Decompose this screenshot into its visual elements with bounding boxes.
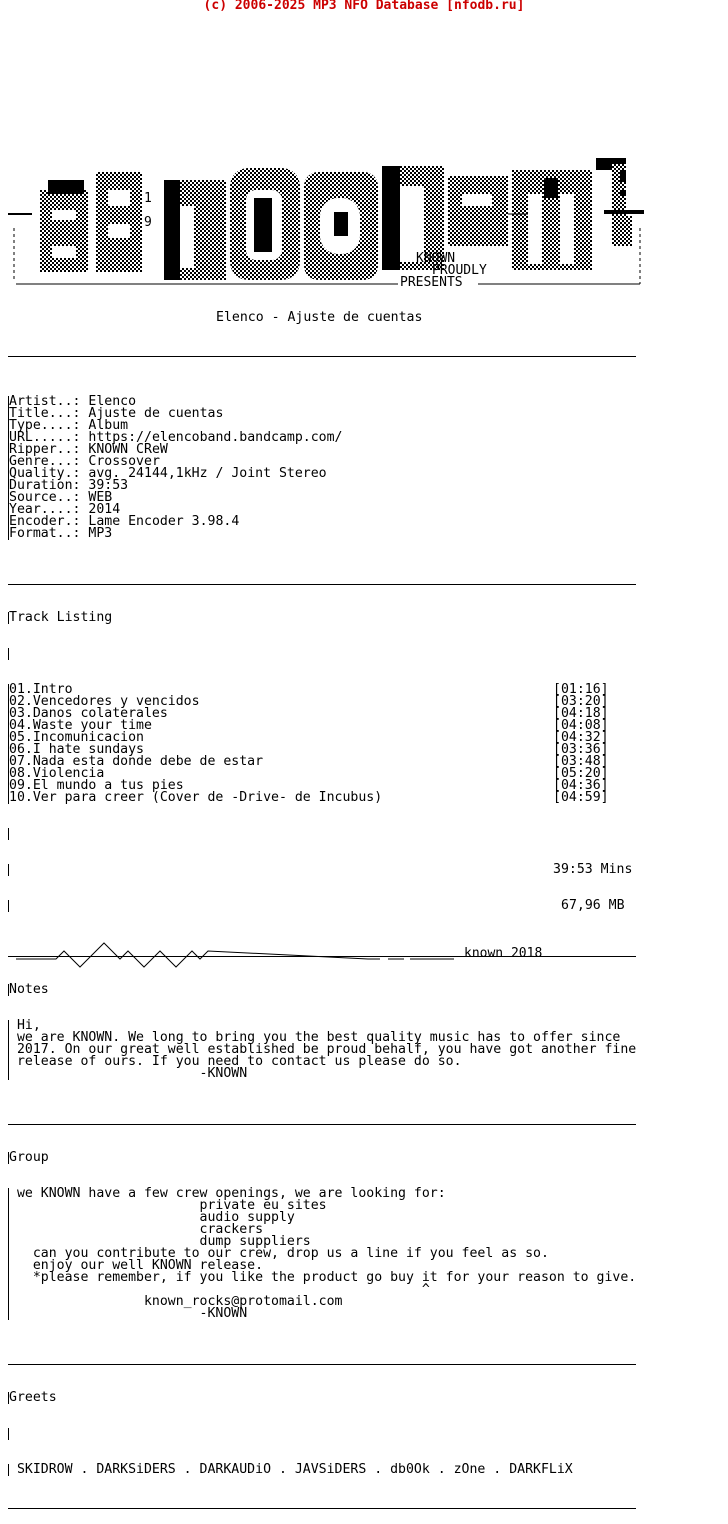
track-name: 10.Ver para creer (Cover de -Drive- de Incubus)	[9, 790, 383, 805]
info-key: Quality.:	[9, 466, 81, 481]
info-value: KNOWN CReW	[88, 442, 168, 457]
greets-heading: Greets	[8, 1392, 636, 1404]
group-heading: Group	[8, 1152, 636, 1164]
track-duration: [01:16]	[553, 682, 609, 697]
greets-list: SKIDROW . DARKSiDERS . DARKAUDiO . JAVSiDERS . db0Ok . zOne . DARKFLiX	[8, 1464, 636, 1476]
track-duration: [04:32]	[553, 730, 609, 745]
divider	[8, 1500, 636, 1512]
logo-letter-k	[96, 172, 142, 272]
track-duration: [05:20]	[553, 766, 609, 781]
info-key: Title...:	[9, 406, 81, 421]
notes-heading: Notes	[8, 984, 636, 996]
logo-word-proudly: PROUDLY	[432, 263, 487, 278]
logo-letter-w	[304, 172, 378, 280]
track-list	[8, 684, 636, 804]
nfo-body	[8, 288, 636, 1524]
notes-line: we are KNOWN. We long to bring you the best quality music has to offer since	[9, 1030, 621, 1045]
group-line: dump suppliers	[9, 1234, 311, 1249]
group-line: we KNOWN have a few crew openings, we are looking for:	[9, 1186, 446, 1201]
group-line: crackers	[9, 1222, 264, 1237]
group-line: audio supply	[9, 1210, 295, 1225]
divider	[8, 576, 636, 588]
info-key: URL.....:	[9, 430, 81, 445]
info-row	[9, 528, 636, 540]
notes-line: release of ours. If you need to contact us please do so.	[9, 1054, 462, 1069]
tracklist-heading: Track Listing	[8, 612, 636, 624]
info-value: https://elencoband.bandcamp.com/	[88, 430, 343, 445]
logo-digit-9: 9	[144, 215, 152, 230]
info-value: Ajuste de cuentas	[88, 406, 224, 421]
track-duration: [04:59]	[553, 790, 609, 805]
info-key: Format..:	[9, 526, 81, 541]
group-text	[8, 1188, 636, 1320]
track-duration: [04:08]	[553, 718, 609, 733]
track-duration: [03:20]	[553, 694, 609, 709]
track-duration: [03:36]	[553, 742, 609, 757]
logo-letter-o1	[230, 168, 300, 280]
info-value: Album	[88, 418, 129, 433]
logo-word-known: KNOWN	[416, 251, 456, 266]
info-key: Ripper..:	[9, 442, 81, 457]
logo-word-presents: PRESENTS	[400, 275, 463, 290]
group-line: can you contribute to our crew, drop us a line if you feel as so.	[9, 1246, 549, 1261]
footer-zigzag	[8, 935, 648, 975]
track-name: 09.El mundo a tus pies	[9, 778, 184, 793]
info-key: Duration:	[9, 478, 81, 493]
info-value: WEB	[88, 490, 113, 505]
logo-letter-n	[164, 180, 226, 280]
track-name: 06.I hate sundays	[9, 742, 144, 757]
track-name: 07.Nada esta donde debe de estar	[9, 754, 264, 769]
notes-text	[8, 1020, 636, 1080]
track-name: 08.Violencia	[9, 766, 105, 781]
info-key: Genre...:	[9, 454, 81, 469]
info-key: Source..:	[9, 490, 81, 505]
info-key: Artist..:	[9, 394, 81, 409]
track-duration: [04:18]	[553, 706, 609, 721]
track-name: 03.Danos colaterales	[9, 706, 168, 721]
group-line: private eu sites	[9, 1198, 327, 1213]
divider	[8, 1116, 636, 1128]
spacer	[8, 1428, 636, 1440]
footer-sign: known 2018	[464, 946, 543, 961]
group-line: -KNOWN	[9, 1306, 248, 1321]
group-line: enjoy our well KNOWN release.	[9, 1258, 264, 1273]
divider	[8, 348, 636, 360]
logo-letter-m	[512, 170, 592, 270]
release-title: Elenco - Ajuste de cuentas	[216, 310, 423, 325]
info-value: Crossover	[88, 454, 160, 469]
spacer	[8, 648, 636, 660]
notes-line: -KNOWN	[9, 1066, 248, 1081]
spacer	[8, 828, 636, 840]
footer	[8, 935, 648, 975]
info-key: Year....:	[9, 502, 81, 517]
site-header: (c) 2006-2025 MP3 NFO Database [nfodb.ru]	[203, 0, 525, 13]
notes-line: 2017. On our great well established be proud behalf, you have got another fine	[9, 1042, 637, 1057]
track-name: 01.Intro	[9, 682, 73, 697]
release-info	[8, 396, 636, 540]
track-row	[9, 792, 636, 804]
info-value: Lame Encoder 3.98.4	[88, 514, 240, 529]
info-key: Type....:	[9, 418, 81, 433]
logo-letter-e	[448, 176, 508, 246]
track-duration: [04:36]	[553, 778, 609, 793]
info-value: Elenco	[88, 394, 137, 409]
known-logo	[8, 150, 648, 290]
total-size: 67,96 MB	[8, 900, 636, 912]
notes-line: Hi,	[9, 1018, 41, 1033]
logo-letter-b	[40, 180, 88, 272]
track-name: 04.Waste your time	[9, 718, 152, 733]
logo-digit-1: 1	[144, 191, 152, 206]
track-name: 02.Vencedores y vencidos	[9, 694, 200, 709]
total-duration: 39:53 Mins	[8, 864, 636, 876]
info-value: MP3	[88, 526, 113, 541]
logo-exclaim	[596, 158, 644, 246]
info-value: 2014	[88, 502, 121, 517]
divider	[8, 1356, 636, 1368]
logo-art	[8, 150, 648, 290]
info-value: avg. 24144,1kHz / Joint Stereo	[88, 466, 327, 481]
group-line: known_rocks@protomail.com	[9, 1294, 343, 1309]
group-line: ^	[9, 1282, 430, 1297]
info-value: 39:53	[88, 478, 129, 493]
info-key: Encoder.:	[9, 514, 81, 529]
track-name: 05.Incomunicacion	[9, 730, 144, 745]
group-line: *please remember, if you like the product go buy it for your reason to give.	[9, 1270, 637, 1285]
track-duration: [03:48]	[553, 754, 609, 769]
